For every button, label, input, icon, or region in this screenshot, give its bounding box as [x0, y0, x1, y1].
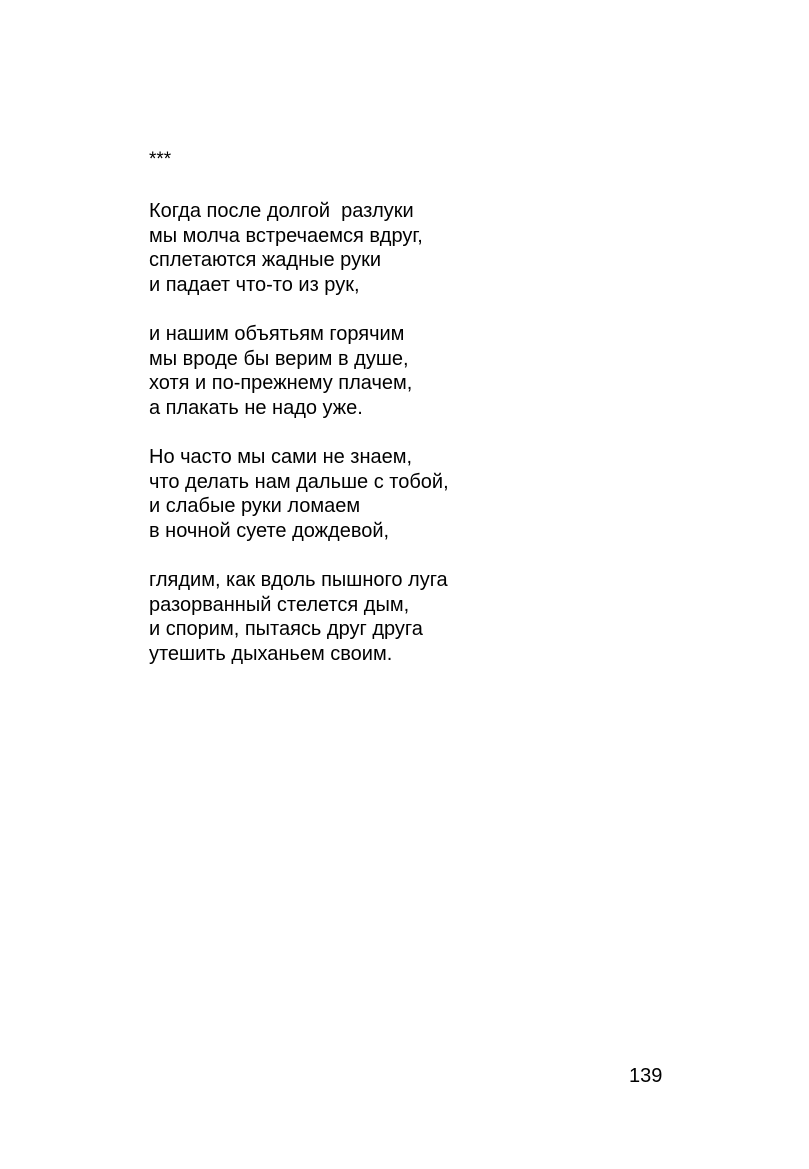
- poem-line: и падает что-то из рук,: [149, 273, 360, 296]
- poem-line: а плакать не надо уже.: [149, 396, 363, 419]
- section-ornament: ***: [149, 149, 172, 170]
- poem-line: и нашим объятьям горячим: [149, 323, 405, 345]
- poem-line: и спорим, пытаясь друг друга: [149, 618, 423, 640]
- poem: [149, 199, 709, 691]
- poem-line: сплетаются жадные руки: [149, 249, 381, 271]
- poem-line: разорванный стелется дым,: [149, 593, 410, 616]
- poem-line: Когда после долгой разлуки: [149, 200, 414, 222]
- poem-line: что делать нам дальше с тобой,: [149, 470, 449, 493]
- stanza-1: [149, 199, 709, 297]
- stanza-2: [149, 322, 709, 420]
- poem-line: глядим, как вдоль пышного луга: [149, 569, 448, 591]
- poem-line: Но часто мы сами не знаем,: [149, 446, 413, 468]
- page-number: 139: [629, 1065, 663, 1087]
- poem-line: и слабые руки ломаем: [149, 495, 361, 517]
- poem-line: мы вроде бы верим в душе,: [149, 347, 409, 370]
- poem-line: утешить дыханьем своим.: [149, 642, 393, 665]
- poem-line: хотя и по-прежнему плачем,: [149, 372, 413, 394]
- poem-line: в ночной суете дождевой,: [149, 519, 390, 542]
- stanza-3: [149, 445, 709, 543]
- stanza-4: [149, 568, 709, 666]
- poem-line: мы молча встречаемся вдруг,: [149, 224, 423, 247]
